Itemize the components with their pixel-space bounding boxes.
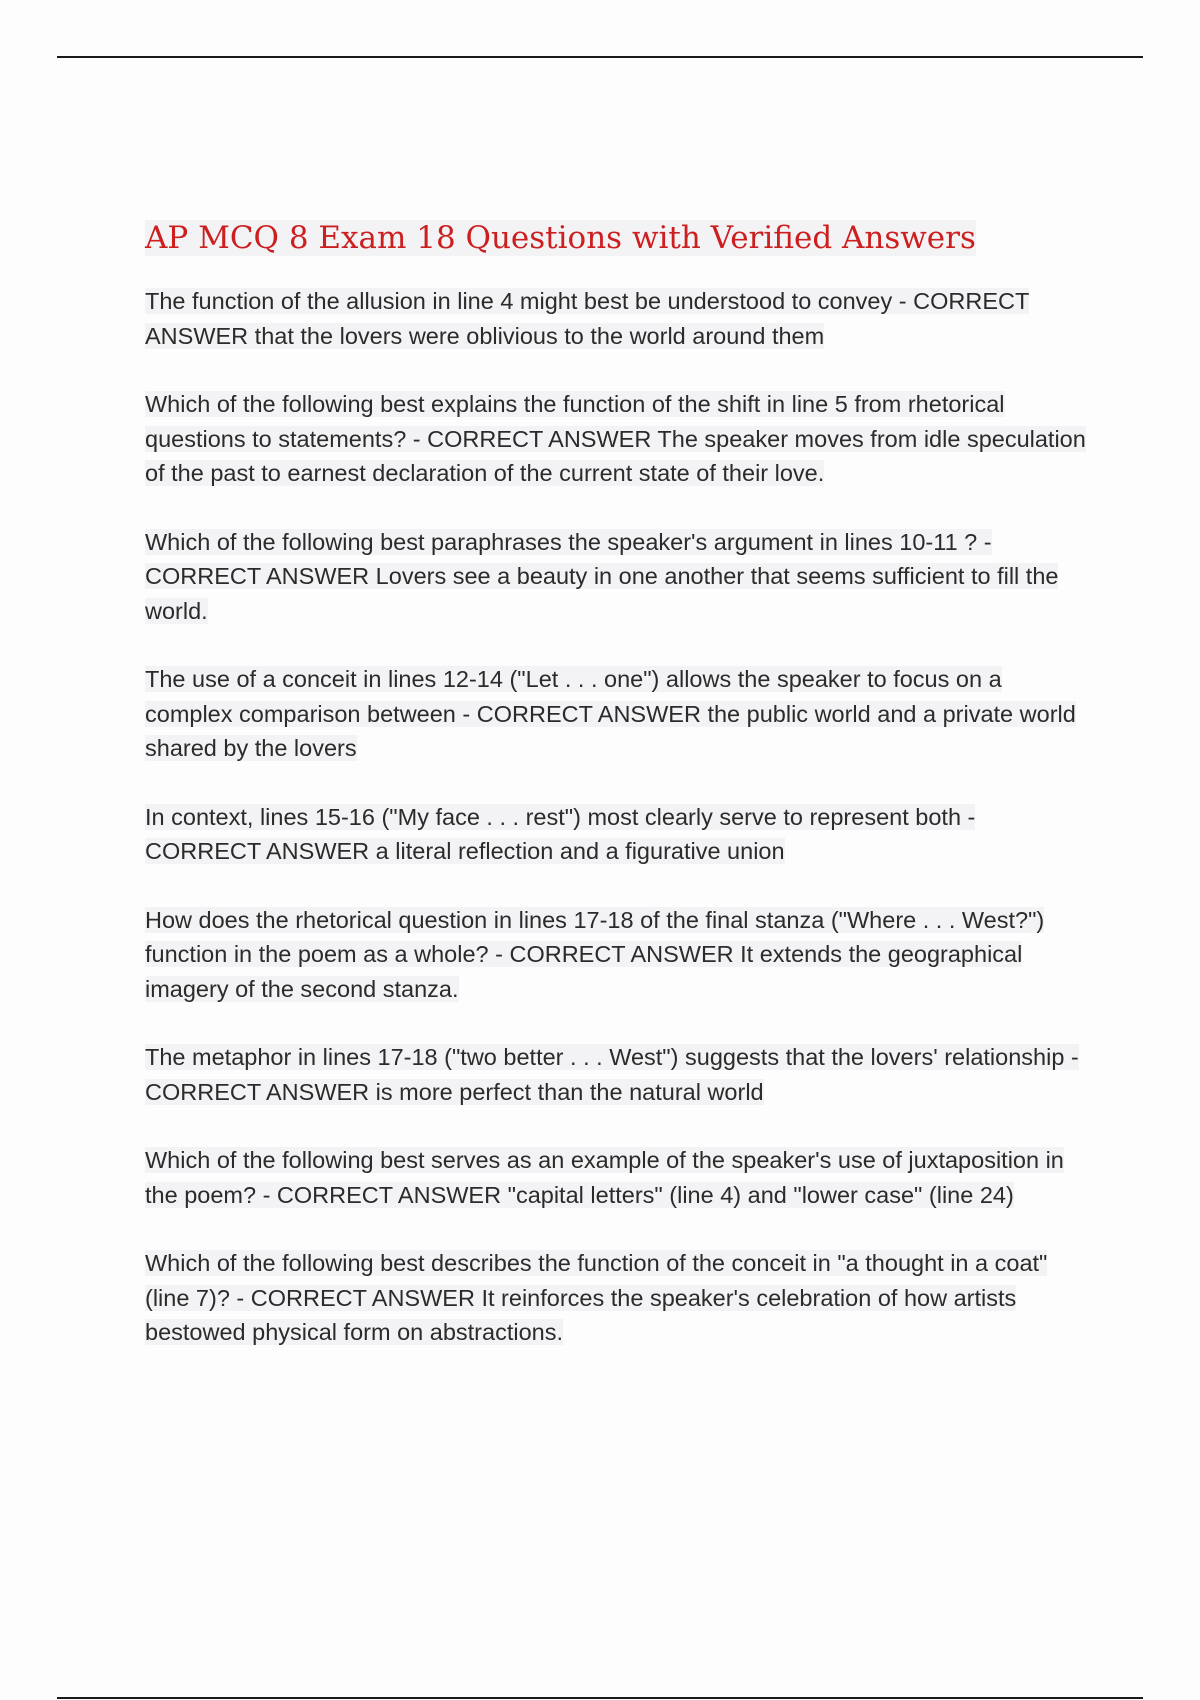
bottom-horizontal-rule bbox=[57, 1697, 1143, 1699]
qa-item bbox=[145, 1143, 1090, 1212]
qa-text: The metaphor in lines 17-18 ("two better . . . West") suggests that the lovers' relationship - CORRECT ANSWER is more perfect than the natural world bbox=[145, 1044, 1079, 1105]
qa-text: Which of the following best explains the function of the shift in line 5 from rhetorical questions to statements? - CORRECT ANSWER The speaker moves from idle speculation of the past to earnest declaration of the current state of their love. bbox=[145, 391, 1086, 486]
qa-text: In context, lines 15-16 ("My face . . . rest") most clearly serve to represent both - CORRECT ANSWER a literal reflection and a figurative union bbox=[145, 803, 976, 864]
qa-item bbox=[145, 1246, 1090, 1350]
qa-text: Which of the following best serves as an example of the speaker's use of juxtaposition in the poem? - CORRECT ANSWER "capital letters" (line 4) and "lower case" (line 24) bbox=[145, 1147, 1064, 1208]
document-title: AP MCQ 8 Exam 18 Questions with Verified Answers bbox=[145, 220, 976, 256]
qa-item bbox=[145, 525, 1090, 629]
title-container bbox=[145, 213, 1090, 263]
qa-item bbox=[145, 284, 1090, 353]
qa-text: The function of the allusion in line 4 might best be understood to convey - CORRECT ANSWER that the lovers were oblivious to the world around them bbox=[145, 288, 1030, 349]
qa-text: How does the rhetorical question in lines 17-18 of the final stanza ("Where . . . West?") function in the poem as a whole? - CORRECT ANSWER It extends the geographical imagery of the second stanza. bbox=[145, 906, 1045, 1002]
qa-item bbox=[145, 1040, 1090, 1109]
qa-item bbox=[145, 903, 1090, 1007]
qa-list bbox=[145, 284, 1090, 1350]
qa-item bbox=[145, 662, 1090, 766]
qa-text: The use of a conceit in lines 12-14 ("Let . . . one") allows the speaker to focus on a complex comparison between - CORRECT ANSWER the public world and a private world shared by the lovers bbox=[145, 666, 1076, 761]
document-body bbox=[145, 213, 1090, 1384]
qa-text: Which of the following best describes the function of the conceit in "a thought in a coat" (line 7)? - CORRECT ANSWER It reinforces the speaker's celebration of how artists bestowed physical form on abstractions. bbox=[145, 1250, 1048, 1345]
qa-item bbox=[145, 387, 1090, 491]
qa-item bbox=[145, 800, 1090, 869]
qa-text: Which of the following best paraphrases the speaker's argument in lines 10-11 ? - CORRECT ANSWER Lovers see a beauty in one another that seems sufficient to fill the world. bbox=[145, 528, 1059, 624]
top-horizontal-rule bbox=[57, 56, 1143, 58]
